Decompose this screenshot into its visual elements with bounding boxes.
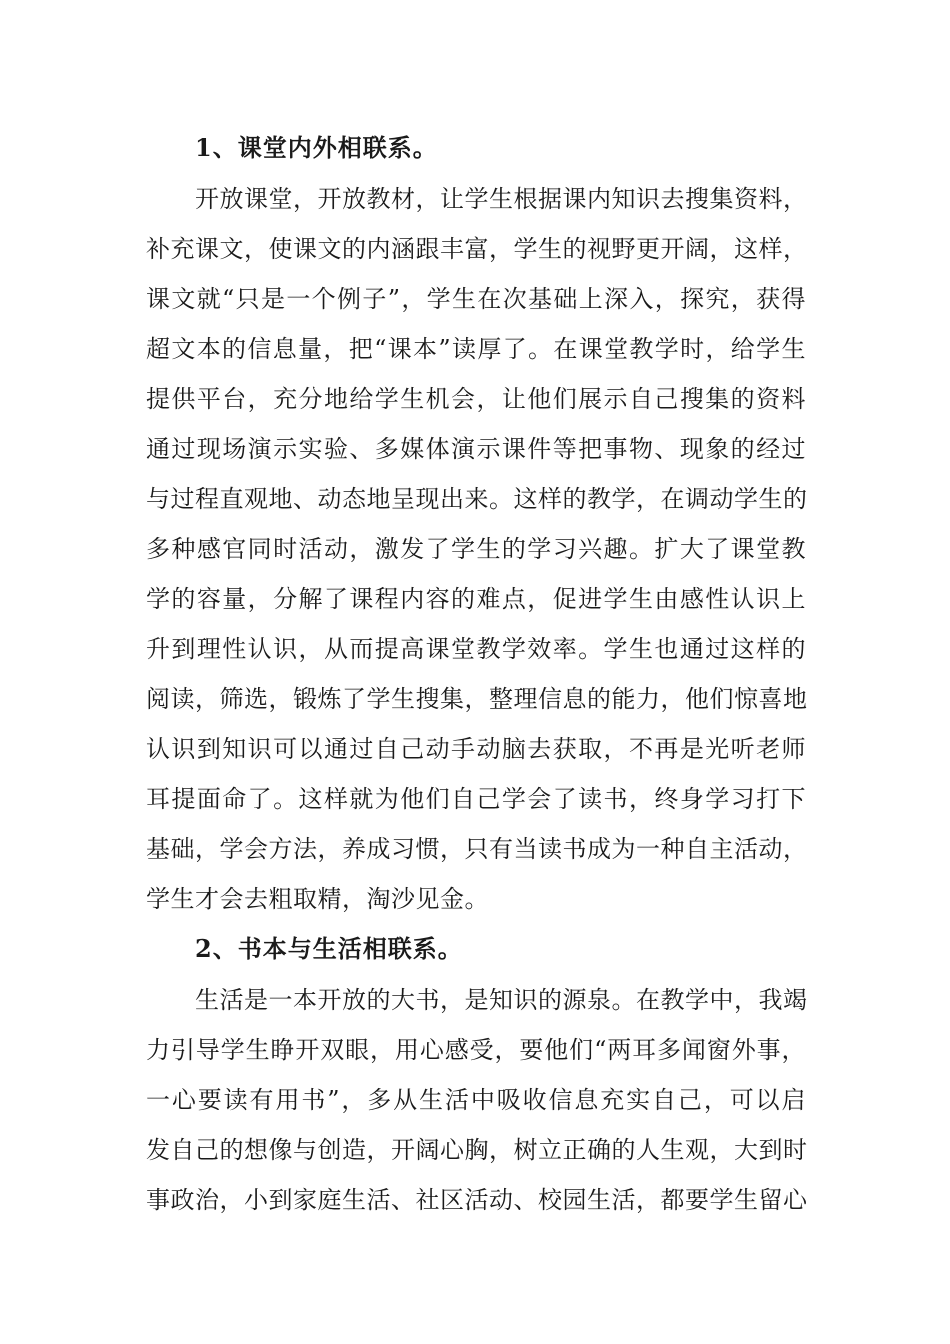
paragraph-line: 一心要读有用书”，多从生活中吸收信息充实自己，可以启	[146, 1086, 806, 1114]
paragraph-line: 补充课文，使课文的内涵跟丰富，学生的视野更开阔，这样，	[146, 235, 808, 263]
paragraph-line: 多种感官同时活动，激发了学生的学习兴趣。扩大了课堂教	[146, 535, 806, 563]
paragraph-line: 事政治，小到家庭生活、社区活动、校园生活，都要学生留心	[146, 1186, 808, 1214]
paragraph-line: 力引导学生睁开双眼，用心感受，要他们“两耳多闻窗外事，	[146, 1036, 806, 1064]
paragraph-line: 与过程直观地、动态地呈现出来。这样的教学，在调动学生的	[146, 485, 808, 513]
paragraph-line: 开放课堂，开放教材，让学生根据课内知识去搜集资料，	[195, 185, 808, 213]
paragraph-line: 耳提面命了。这样就为他们自己学会了读书，终身学习打下	[146, 785, 806, 813]
paragraph-line: 认识到知识可以通过自己动手动脑去获取，不再是光听老师	[146, 735, 806, 763]
paragraph-line: 学的容量，分解了课程内容的难点，促进学生由感性认识上	[146, 585, 806, 613]
paragraph-line: 学生才会去粗取精，淘沙见金。	[146, 885, 489, 913]
section-heading-1: 1、课堂内外相联系。	[195, 133, 438, 162]
paragraph-line: 发自己的想像与创造，开阔心胸，树立正确的人生观，大到时	[146, 1136, 808, 1164]
paragraph-line: 生活是一本开放的大书，是知识的源泉。在教学中，我竭	[195, 986, 808, 1014]
paragraph-line: 升到理性认识，从而提高课堂教学效率。学生也通过这样的	[146, 635, 806, 663]
paragraph-line: 提供平台，充分地给学生机会，让他们展示自己搜集的资料	[146, 385, 806, 413]
paragraph-line: 阅读，筛选，锻炼了学生搜集，整理信息的能力，他们惊喜地	[146, 685, 808, 713]
paragraph-line: 通过现场演示实验、多媒体演示课件等把事物、现象的经过	[146, 435, 806, 463]
paragraph-line: 课文就“只是一个例子”，学生在次基础上深入，探究，获得	[146, 285, 806, 313]
paragraph-line: 基础，学会方法，养成习惯，只有当读书成为一种自主活动，	[146, 835, 808, 863]
section-heading-2: 2、书本与生活相联系。	[195, 934, 463, 963]
paragraph-line: 超文本的信息量，把“课本”读厚了。在课堂教学时，给学生	[146, 335, 806, 363]
